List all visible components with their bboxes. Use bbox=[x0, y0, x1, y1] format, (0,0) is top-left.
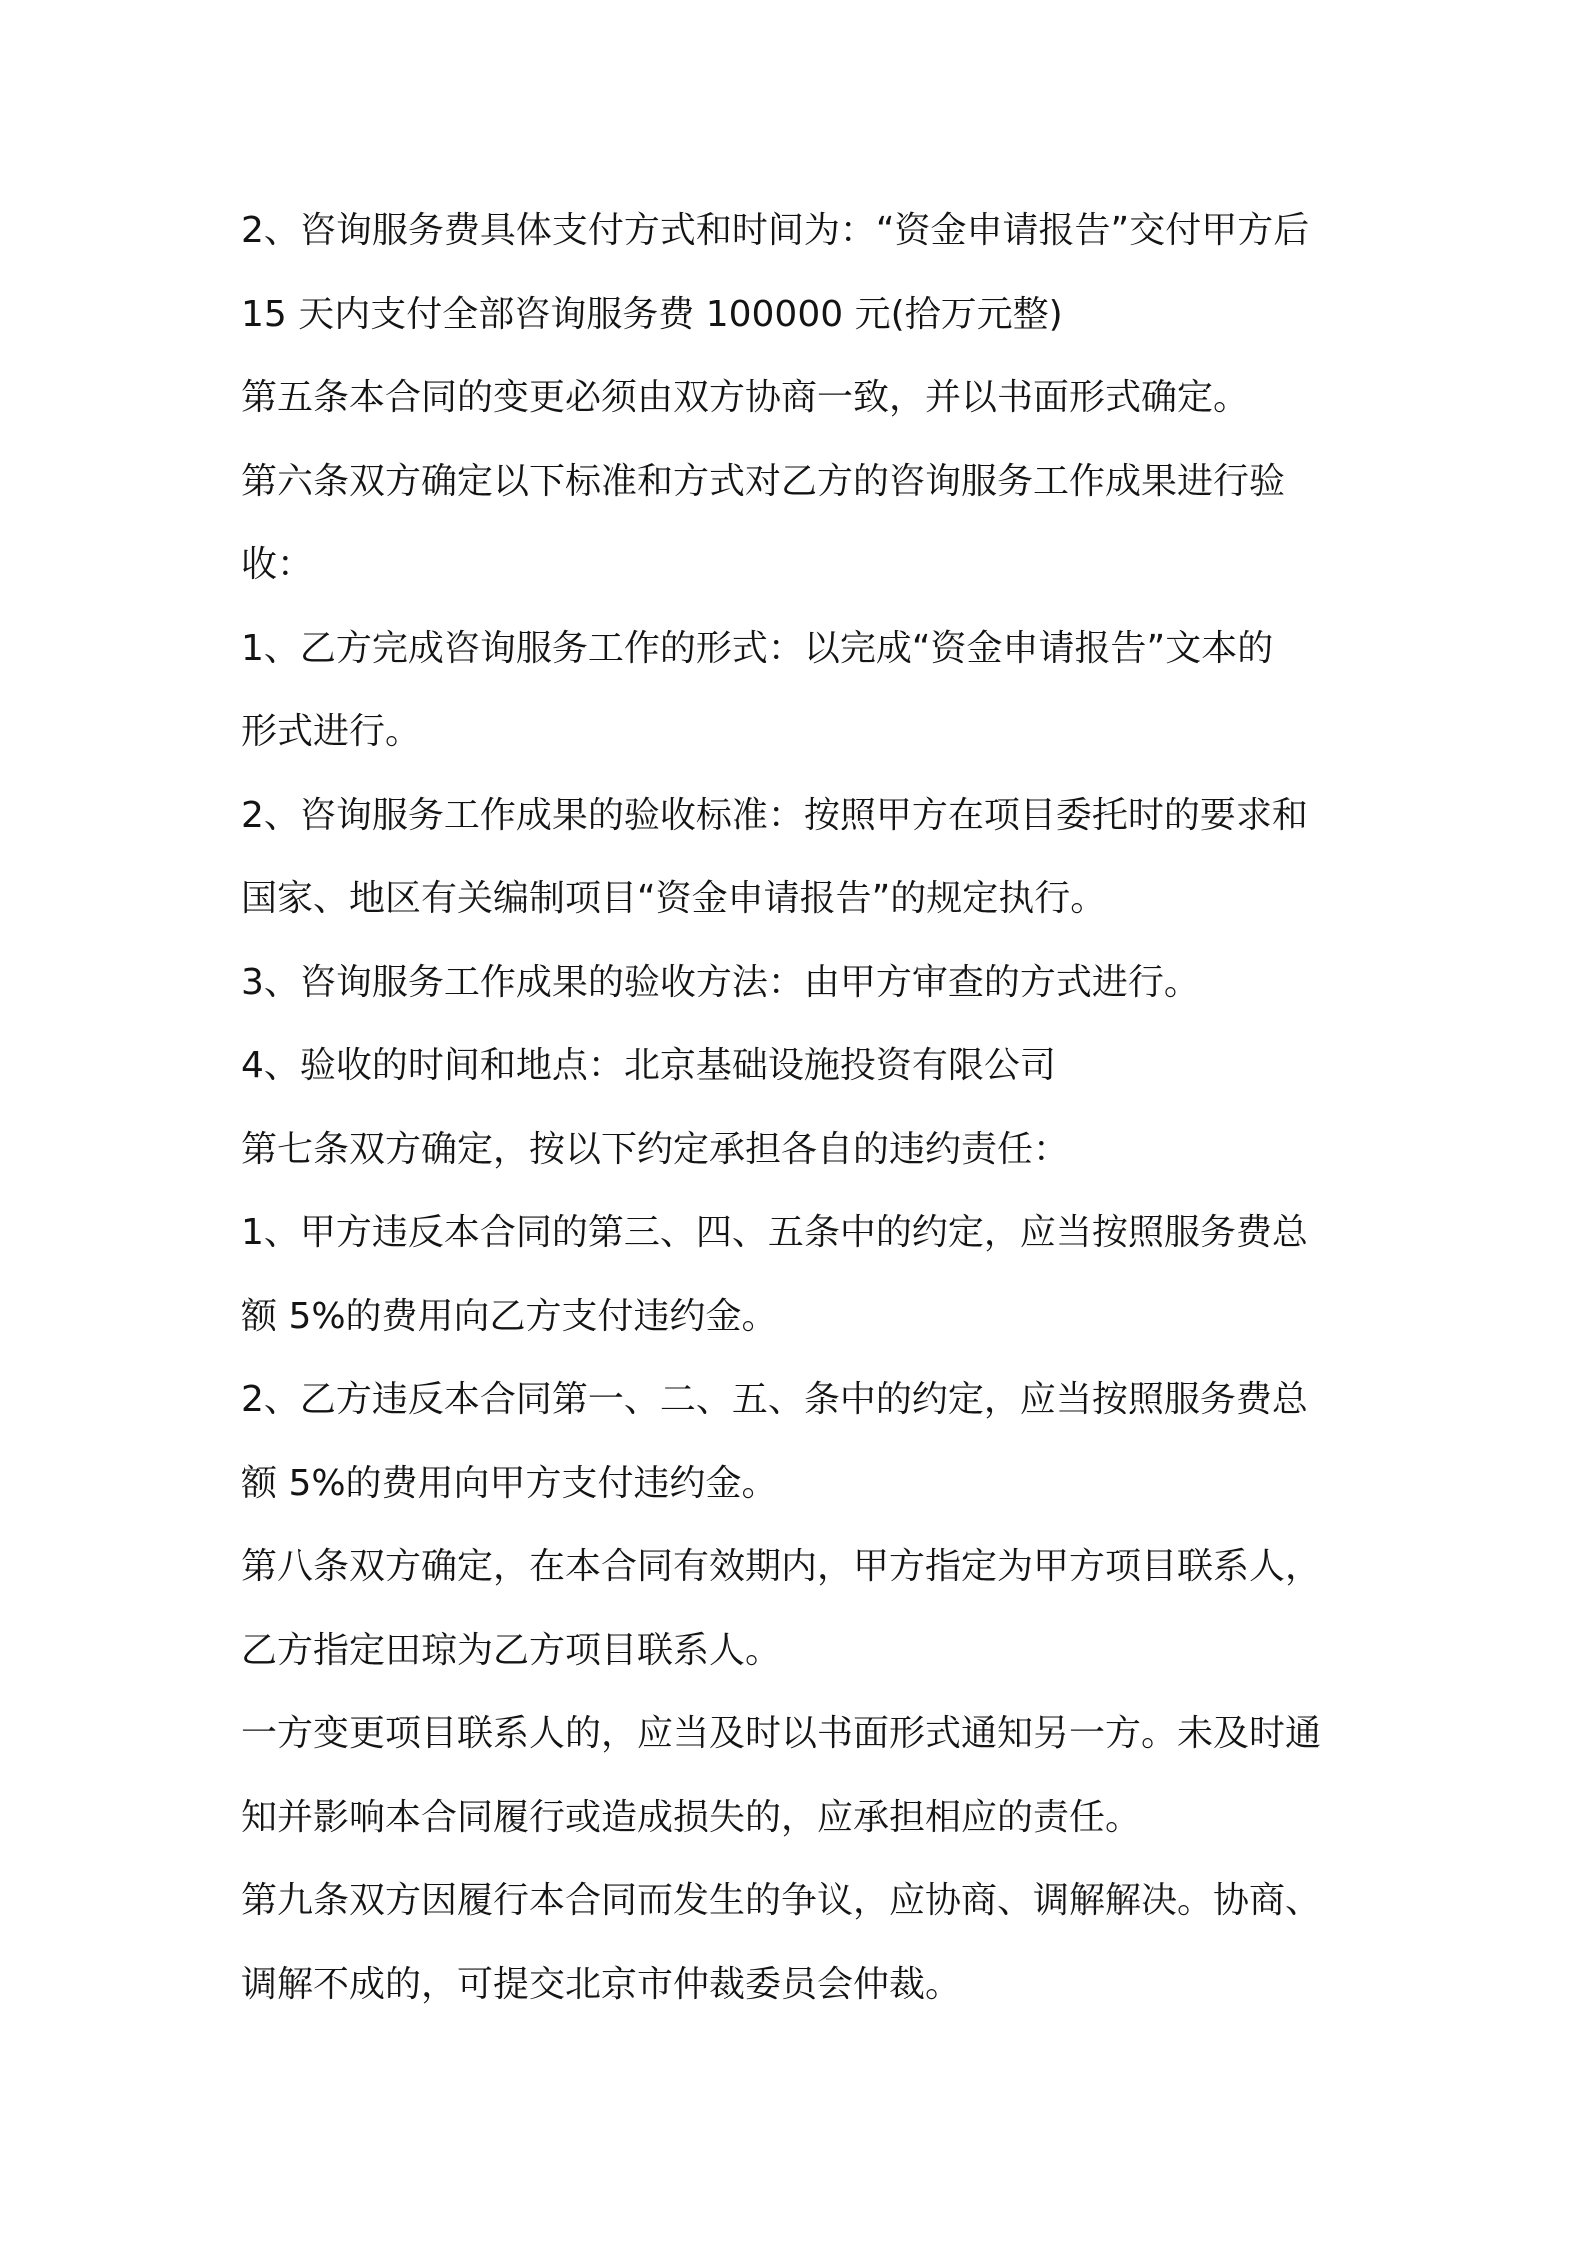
text-line: 知并影响本合同履行或造成损失的，应承担相应的责任。 bbox=[241, 1796, 1142, 1838]
text-line: 1、甲方违反本合同的第三、四、五条中的约定，应当按照服务费总 bbox=[241, 1212, 1308, 1253]
text-line: 调解不成的，可提交北京市仲裁委员会仲裁。 bbox=[241, 1963, 962, 2005]
text-line: 形式进行。 bbox=[241, 711, 422, 752]
text-line: 15 天内支付全部咨询服务费 100000 元(拾万元整) bbox=[241, 293, 1063, 335]
text-line: 4、验收的时间和地点：北京基础设施投资有限公司 bbox=[241, 1045, 1056, 1086]
text-line: 额 5%的费用向甲方支付违约金。 bbox=[241, 1462, 778, 1504]
text-line: 第七条双方确定，按以下约定承担各自的违约责任： bbox=[241, 1128, 1070, 1170]
text-line: 2、咨询服务费具体支付方式和时间为：“资金申请报告”交付甲方后 bbox=[241, 210, 1310, 251]
text-line: 2、乙方违反本合同第一、二、五、条中的约定，应当按照服务费总 bbox=[241, 1379, 1308, 1420]
text-line: 第六条双方确定以下标准和方式对乙方的咨询服务工作成果进行验 bbox=[241, 460, 1286, 502]
text-line: 3、咨询服务工作成果的验收方法：由甲方审查的方式进行。 bbox=[241, 961, 1200, 1003]
text-line: 第五条本合同的变更必须由双方协商一致，并以书面形式确定。 bbox=[241, 377, 1250, 418]
text-line: 第八条双方确定，在本合同有效期内，甲方指定为甲方项目联系人， bbox=[241, 1546, 1322, 1587]
text-line: 一方变更项目联系人的，应当及时以书面形式通知另一方。未及时通 bbox=[241, 1713, 1322, 1754]
text-line: 2、咨询服务工作成果的验收标准：按照甲方在项目委托时的要求和 bbox=[241, 794, 1308, 836]
text-line: 第九条双方因履行本合同而发生的争议，应协商、调解解决。协商、 bbox=[241, 1880, 1322, 1921]
text-line: 收： bbox=[241, 544, 314, 585]
text-line: 国家、地区有关编制项目“资金申请报告”的规定执行。 bbox=[241, 878, 1107, 919]
text-line: 1、乙方完成咨询服务工作的形式：以完成“资金申请报告”文本的 bbox=[241, 627, 1274, 669]
document-body bbox=[241, 196, 1361, 2033]
text-line: 额 5%的费用向乙方支付违约金。 bbox=[241, 1295, 778, 1337]
text-line: 乙方指定田琼为乙方项目联系人。 bbox=[241, 1629, 782, 1671]
